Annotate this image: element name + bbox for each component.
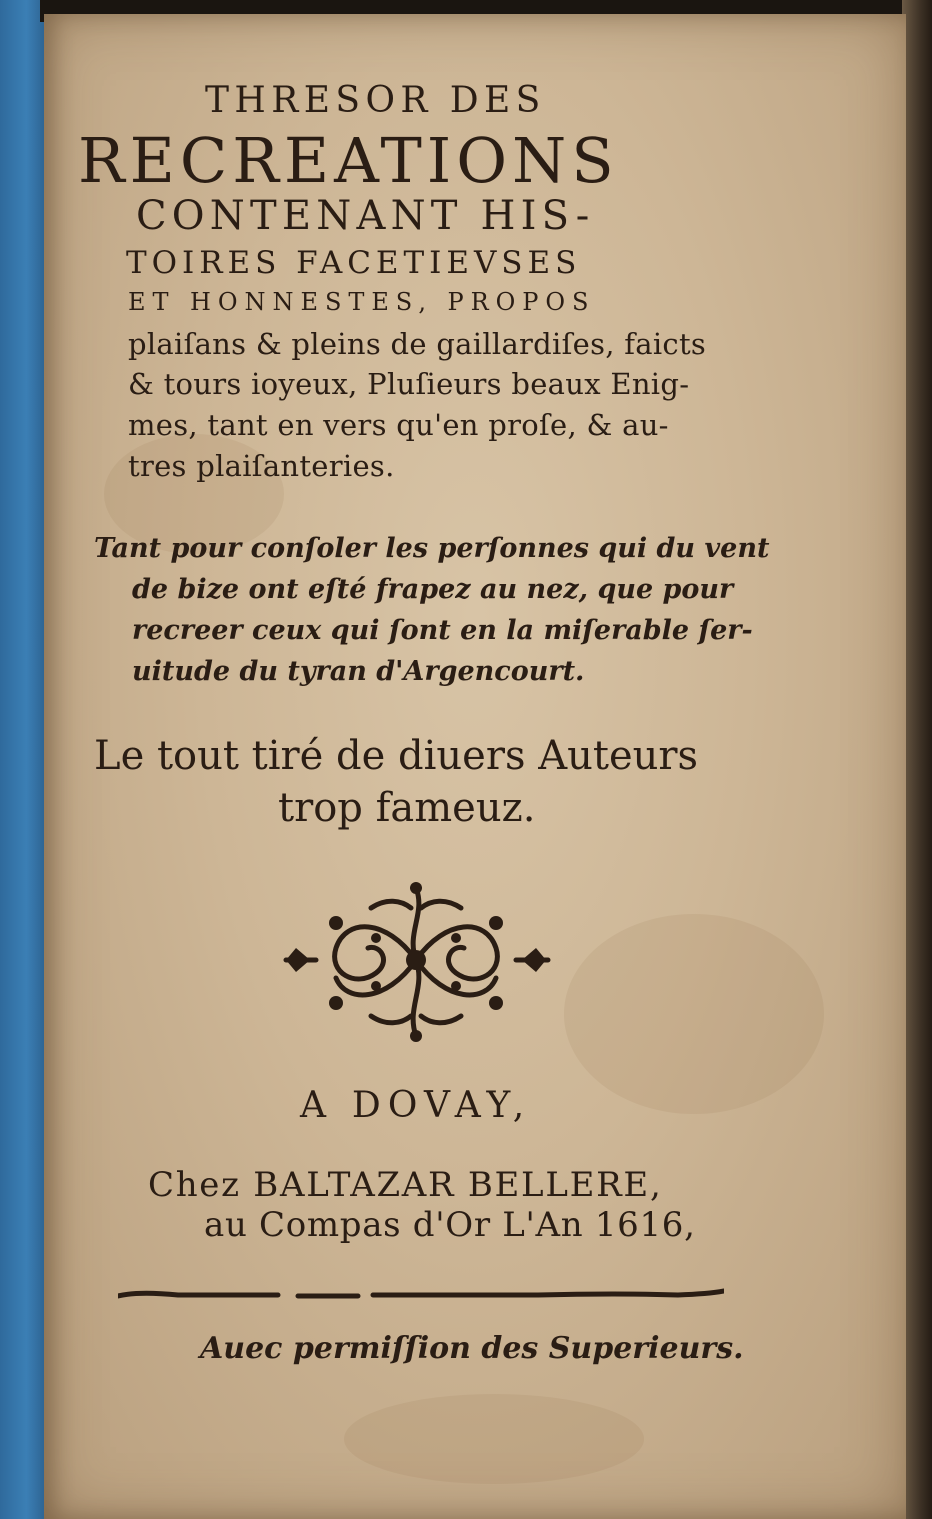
page-stack-edge [902,0,932,1519]
title-line-2: RECREATIONS [78,124,619,197]
italic-line: Tant pour conſoler les perſonnes qui du vent [94,533,770,564]
body-line: & tours ioyeux, Pluſieurs beaux Enig- [128,367,690,401]
imprint-address-date: au Compas d'Or L'An 1616, [204,1205,696,1245]
italic-line: uitude du tyran d'Argencourt. [132,656,585,687]
title-line-4: TOIRES FACETIEVSES [126,245,582,281]
permission-line: Auec permiſſion des Superieurs. [200,1331,744,1366]
title-line-1: THRESOR DES [205,80,546,121]
authors-line-2: trop fameuz. [278,785,536,831]
title-line-3: CONTENANT HIS- [136,193,595,239]
horizontal-rule [118,1287,724,1305]
italic-line: de bize ont eſté frapez au nez, que pour [132,574,734,605]
body-line: mes, tant en vers qu'en proſe, & au- [128,408,669,442]
paper-stain [344,1394,644,1484]
imprint-place: A DOVAY, [300,1085,532,1126]
italic-line: recreer ceux qui ſont en la miſerable ſer- [132,615,753,646]
authors-line-1: Le tout tiré de diuers Auteurs [94,733,699,779]
imprint-printer: Chez BALTAZAR BELLERE, [148,1165,663,1205]
paper-stain [564,914,824,1114]
fleuron-ornament-icon [276,878,556,1043]
binding-edge [0,0,48,1519]
title-line-5: ET HONNESTES, PROPOS [128,288,596,316]
body-line: plaiſans & pleins de gaillardiſes, faicts [128,327,707,361]
body-line: tres plaiſanteries. [128,449,395,483]
